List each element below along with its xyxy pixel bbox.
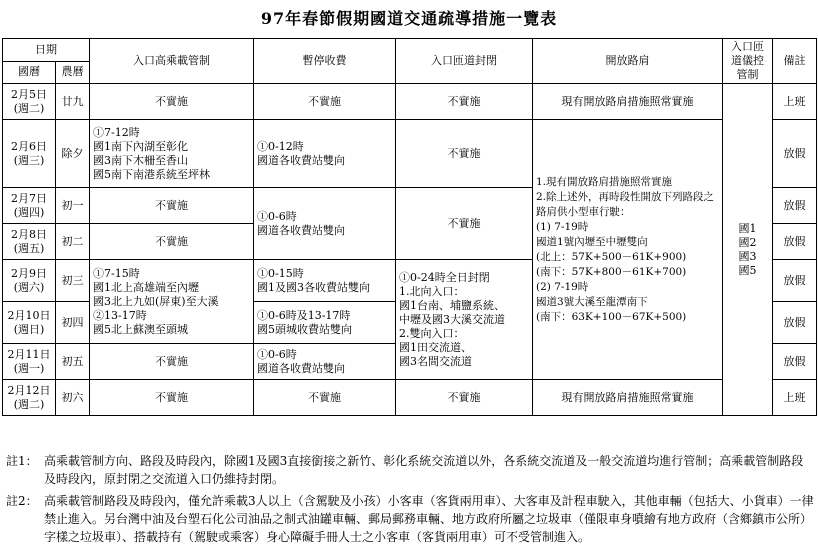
shoulder-cell: 現有開放路肩措施照常實施 [533,380,723,416]
table-row [3,120,817,188]
ramp-close-cell: 不實施 [396,120,533,188]
date-cell: 2月12日 (週二) [3,380,56,416]
hov-cell: ①7-15時 國1北上高雄端至內壢 國3北上九如(屏東)至大溪 ②13-17時 國5北上蘇澳至頭城 [90,260,254,344]
remark-cell: 放假 [773,260,817,302]
remark-cell: 放假 [773,344,817,380]
header-remark: 備註 [773,39,817,84]
hov-cell: 不實施 [90,224,254,260]
toll-cell: ①0-6時 國道各收費站雙向 [254,188,396,260]
hov-cell: 不實施 [90,344,254,380]
page-title: 97年春節假期國道交通疏導措施一覽表 [260,9,558,28]
lunar-cell: 除夕 [56,120,90,188]
date-cell: 2月8日 (週五) [3,224,56,260]
date-cell: 2月9日 (週六) [3,260,56,302]
remark-cell: 放假 [773,302,817,344]
remark-cell: 上班 [773,84,817,120]
shoulder-cell: 1.現有開放路肩措施照常實施 2.除上述外，再時段性開放下列路段之路肩供小型車行駛： (1) 7-19時 國道1號內壢至中壢雙向 (北上：57K+500－61K+900) (南下：57K+800－61K+700) (2) 7-19時 國道3號大溪至龍潭南下 (南下：63K+100－67K+500) [533,120,723,380]
toll-cell: 不實施 [254,84,396,120]
table-row [3,380,817,416]
note-1-mark: 註1： [6,454,38,468]
toll-cell: ①0-6時及13-17時 國5頭城收費站雙向 [254,302,396,344]
note-1-text: 高乘載管制方向、路段及時段內，除國1及國3直接銜接之新竹、彰化系統交流道以外，各系統交流道及一般交流道均進行管制；高乘載管制路段及時段內，原封閉之交流道入口仍維持封閉。 [44,454,804,486]
lunar-cell: 廿九 [56,84,90,120]
note-1 [6,452,814,488]
lunar-cell: 初六 [56,380,90,416]
remark-cell: 放假 [773,120,817,188]
header-ramp-close: 入口匝道封閉 [396,39,533,84]
header-ramp-meter: 入口匝道儀控管制 [723,39,773,84]
toll-cell: ①0-12時 國道各收費站雙向 [254,120,396,188]
toll-cell: ①0-6時 國道各收費站雙向 [254,344,396,380]
header-toll: 暫停收費 [254,39,396,84]
lunar-cell: 初五 [56,344,90,380]
ramp-close-cell: 不實施 [396,380,533,416]
lunar-cell: 初三 [56,260,90,302]
traffic-measures-table [2,38,817,416]
hov-cell: ①7-12時 國1南下內湖至彰化 國3南下木柵至香山 國5南下南港系統至坪林 [90,120,254,188]
hov-cell: 不實施 [90,380,254,416]
header-lunar: 農曆 [56,61,90,84]
remark-cell: 放假 [773,188,817,224]
header-date: 日期 [3,39,90,62]
note-2-text: 高乘載管制路段及時段內，僅允許乘載3人以上（含駕駛及小孩）小客車（客貨兩用車）、大客車及計程車駛入，其他車輛（包括大、小貨車）一律禁止進入。另台灣中油及台塑石化公司油品之制式油罐車輛、郵局郵務車輛、地方政府所屬之垃圾車（僅限車身噴繪有地方政府（含鄉鎮市公所）字樣之垃圾車）、搭載持有（駕駛或乘客）身心障礙手冊人士之小客車（客貨兩用車）可不受管制進入。 [44,494,814,544]
shoulder-cell: 現有開放路肩措施照常實施 [533,84,723,120]
lunar-cell: 初一 [56,188,90,224]
ramp-close-cell: 不實施 [396,84,533,120]
header-hov: 入口高乘載管制 [90,39,254,84]
remark-cell: 上班 [773,380,817,416]
header-shoulder: 開放路肩 [533,39,723,84]
toll-cell: 不實施 [254,380,396,416]
date-cell: 2月7日 (週四) [3,188,56,224]
toll-cell: ①0-15時 國1及國3各收費站雙向 [254,260,396,302]
note-2 [6,492,814,546]
notes-section [6,452,814,550]
date-cell: 2月10日 (週日) [3,302,56,344]
remark-cell: 放假 [773,224,817,260]
header-gregorian: 國曆 [3,61,56,84]
ramp-meter-cell: 國1 國2 國3 國5 [723,84,773,416]
date-cell: 2月6日 (週三) [3,120,56,188]
hov-cell: 不實施 [90,188,254,224]
note-2-mark: 註2： [6,494,38,508]
date-cell: 2月5日 (週二) [3,84,56,120]
lunar-cell: 初二 [56,224,90,260]
table-row [3,84,817,120]
ramp-close-cell: 不實施 [396,188,533,260]
date-cell: 2月11日 (週一) [3,344,56,380]
hov-cell: 不實施 [90,84,254,120]
ramp-close-cell: ①0-24時全日封閉 1.北向入口： 國1台南、埔鹽系統、 中壢及國3大溪交流道 2.雙向入口： 國1田交流道、 國3名間交流道 [396,260,533,380]
lunar-cell: 初四 [56,302,90,344]
